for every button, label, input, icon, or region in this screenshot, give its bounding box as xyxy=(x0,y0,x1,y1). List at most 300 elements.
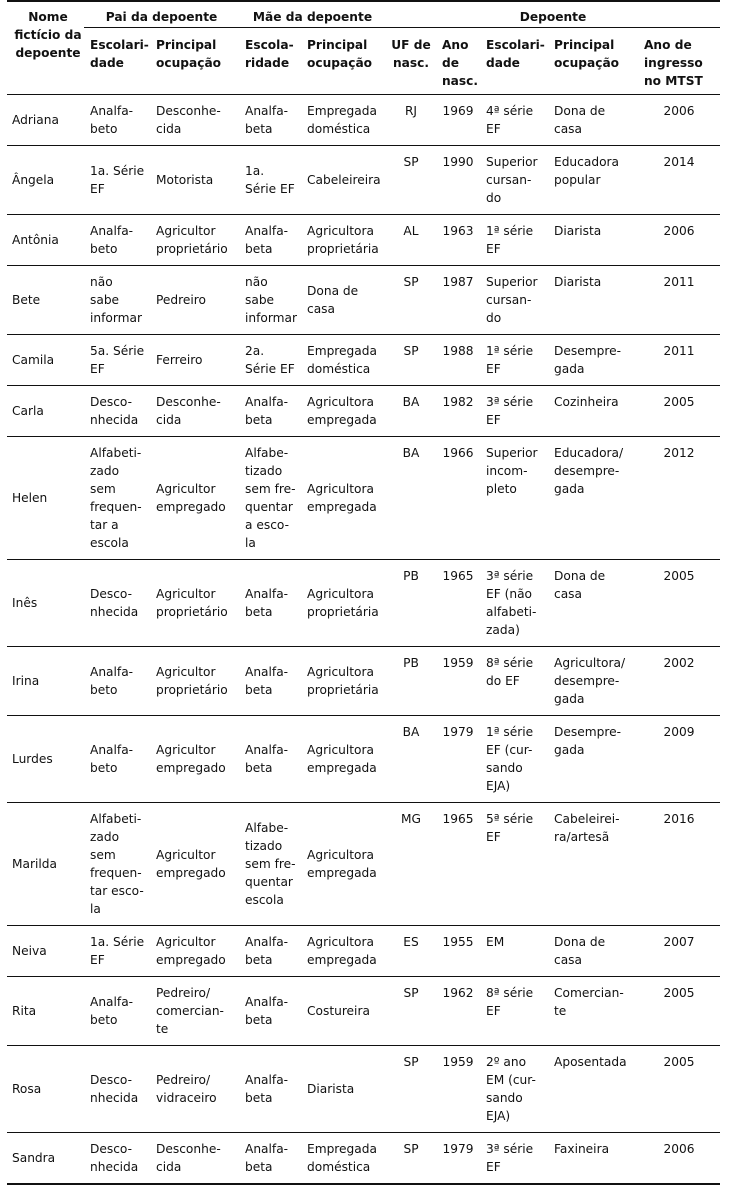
cell-father-occupation xyxy=(150,334,239,385)
header-birth-year xyxy=(436,27,480,94)
text-line: informar xyxy=(245,310,298,325)
cell-mtst-year xyxy=(638,1132,720,1184)
table-row xyxy=(7,145,720,214)
header-depoente-occupation xyxy=(548,27,638,94)
cell-uf-text: SP xyxy=(403,1054,419,1069)
cell-father-school xyxy=(84,802,150,925)
text-line: Série EF xyxy=(245,181,295,196)
cell-uf xyxy=(386,1045,436,1132)
cell-father-occupation xyxy=(150,715,239,802)
text-line: no MTST xyxy=(644,73,703,88)
cell-birth-year-text: 1963 xyxy=(442,223,474,238)
cell-depoente-school xyxy=(480,925,548,976)
cell-name xyxy=(7,976,84,1045)
text-line: Agricultora xyxy=(307,664,374,679)
cell-uf xyxy=(386,925,436,976)
text-line: 4ª série xyxy=(486,103,534,118)
text-line: Agricultor xyxy=(156,586,216,601)
cell-father-occupation xyxy=(150,646,239,715)
header-father-occupation xyxy=(150,27,239,94)
text-line: ridade xyxy=(245,55,290,70)
text-line: Analfa- xyxy=(245,934,289,949)
text-line: a esco- xyxy=(245,517,289,532)
text-line: cida xyxy=(156,1159,182,1174)
text-line: empregado xyxy=(156,952,226,967)
cell-birth-year-text: 1965 xyxy=(442,811,474,826)
cell-birth-year xyxy=(436,715,480,802)
cell-father-school xyxy=(84,145,150,214)
table-row xyxy=(7,646,720,715)
cell-mother-school xyxy=(239,559,301,646)
text-line: Analfa- xyxy=(90,994,134,1009)
cell-name xyxy=(7,145,84,214)
text-line: ocupação xyxy=(307,55,373,70)
text-line: 5ª série xyxy=(486,811,534,826)
text-line: EF xyxy=(90,952,105,967)
cell-mtst-year-text: 2009 xyxy=(663,724,695,739)
text-line: fictício da xyxy=(14,28,82,42)
cell-birth-year-text: 1988 xyxy=(442,343,474,358)
cell-birth-year-text: 1955 xyxy=(442,934,474,949)
cell-father-occupation xyxy=(150,925,239,976)
text-line: sem xyxy=(90,847,116,862)
text-line: Analfa- xyxy=(245,742,289,757)
table-row xyxy=(7,559,720,646)
cell-uf xyxy=(386,265,436,334)
text-line: Empregada xyxy=(307,103,377,118)
text-line: Pedreiro/ xyxy=(156,985,211,1000)
text-line: Agricultor xyxy=(156,847,216,862)
cell-uf xyxy=(386,94,436,145)
cell-mother-school xyxy=(239,265,301,334)
text-line: Ferreiro xyxy=(156,352,203,367)
cell-name-text: Adriana xyxy=(12,112,59,127)
text-line: beta xyxy=(245,1012,273,1027)
text-line: doméstica xyxy=(307,1159,371,1174)
text-line: sando xyxy=(486,1090,523,1105)
cell-birth-year xyxy=(436,334,480,385)
cell-uf-text: SP xyxy=(403,154,419,169)
text-line: dade xyxy=(90,55,124,70)
text-line: te xyxy=(554,1003,567,1018)
text-line: informar xyxy=(90,310,143,325)
cell-name-text: Rita xyxy=(12,1003,37,1018)
table-row xyxy=(7,925,720,976)
text-line: beta xyxy=(245,682,273,697)
cell-mother-occupation xyxy=(301,145,386,214)
text-line: vidraceiro xyxy=(156,1090,217,1105)
text-line: Educadora/ xyxy=(554,445,624,460)
text-line: EF xyxy=(486,121,501,136)
cell-father-school xyxy=(84,715,150,802)
text-line: Alfabeti- xyxy=(90,445,142,460)
text-line: sabe xyxy=(90,292,120,307)
text-line: popular xyxy=(554,172,601,187)
text-line: nasc. xyxy=(392,55,429,70)
cell-birth-year-text: 1979 xyxy=(442,724,474,739)
text-line: empregada xyxy=(307,952,377,967)
table-row xyxy=(7,1045,720,1132)
cell-mtst-year-text: 2005 xyxy=(663,568,695,583)
text-line: Analfa- xyxy=(245,994,289,1009)
table-row xyxy=(7,1132,720,1184)
cell-father-occupation xyxy=(150,1132,239,1184)
cell-uf xyxy=(386,1132,436,1184)
text-line: 5a. Série xyxy=(90,343,145,358)
text-line: Agricultora xyxy=(307,586,374,601)
cell-mtst-year-text: 2016 xyxy=(663,811,695,826)
text-line: Diarista xyxy=(554,274,602,289)
cell-name-text: Lurdes xyxy=(12,751,53,766)
text-line: Agricultora xyxy=(307,481,374,496)
cell-uf xyxy=(386,559,436,646)
cell-uf xyxy=(386,976,436,1045)
text-line: ra/artesã xyxy=(554,829,610,844)
cell-mtst-year xyxy=(638,334,720,385)
text-line: Pedreiro xyxy=(156,292,206,307)
text-line: nhecida xyxy=(90,1090,139,1105)
cell-father-occupation xyxy=(150,436,239,559)
text-line: beto xyxy=(90,682,118,697)
cell-birth-year xyxy=(436,1132,480,1184)
cell-name-text: Inês xyxy=(12,595,38,610)
cell-depoente-school xyxy=(480,436,548,559)
cell-father-school xyxy=(84,976,150,1045)
text-line: Cabeleireira xyxy=(307,172,381,187)
cell-father-occupation xyxy=(150,385,239,436)
cell-birth-year xyxy=(436,214,480,265)
text-line: EF xyxy=(90,361,105,376)
cell-mother-occupation xyxy=(301,925,386,976)
text-line: Alfabeti- xyxy=(90,811,142,826)
cell-birth-year xyxy=(436,646,480,715)
cell-mtst-year xyxy=(638,436,720,559)
cell-depoente-school xyxy=(480,715,548,802)
text-line: Diarista xyxy=(554,223,602,238)
text-line: 1a. Série xyxy=(90,163,145,178)
cell-mother-school xyxy=(239,1045,301,1132)
table-row xyxy=(7,436,720,559)
text-line: proprietária xyxy=(307,604,379,619)
cell-uf xyxy=(386,385,436,436)
cell-mtst-year-text: 2005 xyxy=(663,394,695,409)
cell-depoente-school xyxy=(480,265,548,334)
text-line: cursan- xyxy=(486,292,532,307)
text-line: Série EF xyxy=(245,361,295,376)
text-line: Agricultora xyxy=(307,847,374,862)
cell-mtst-year-text: 2007 xyxy=(663,934,695,949)
header-group-father: Pai da depoente xyxy=(84,1,239,27)
text-line: nhecida xyxy=(90,1159,139,1174)
cell-father-school xyxy=(84,265,150,334)
cell-uf xyxy=(386,802,436,925)
text-line: EF xyxy=(90,181,105,196)
text-line: proprietária xyxy=(307,682,379,697)
header-father-school xyxy=(84,27,150,94)
cell-mtst-year xyxy=(638,94,720,145)
cell-birth-year-text: 1969 xyxy=(442,103,474,118)
cell-mother-occupation xyxy=(301,436,386,559)
group-header-row xyxy=(7,1,720,27)
cell-mother-occupation xyxy=(301,646,386,715)
text-line: 1ª série xyxy=(486,724,534,739)
text-line: EF xyxy=(486,241,501,256)
cell-mtst-year-text: 2011 xyxy=(663,274,695,289)
text-line: Agricultor xyxy=(156,742,216,757)
sub-header-row xyxy=(7,27,720,94)
cell-uf-text: BA xyxy=(402,724,420,739)
text-line: beta xyxy=(245,121,273,136)
text-line: Principal xyxy=(156,37,217,52)
text-line: EF (cur- xyxy=(486,742,533,757)
cell-mother-school xyxy=(239,214,301,265)
text-line: não xyxy=(245,274,268,289)
text-line: beta xyxy=(245,760,273,775)
table-row xyxy=(7,265,720,334)
cell-depoente-school xyxy=(480,1045,548,1132)
text-line: Dona de xyxy=(554,568,606,583)
text-line: doméstica xyxy=(307,121,371,136)
cell-name-text: Helen xyxy=(12,490,48,505)
cell-depoente-occupation xyxy=(548,925,638,976)
cell-uf xyxy=(386,436,436,559)
text-line: cida xyxy=(156,412,182,427)
text-line: beta xyxy=(245,412,273,427)
text-line: dade xyxy=(486,55,520,70)
text-line: zada) xyxy=(486,622,520,637)
cell-depoente-occupation xyxy=(548,214,638,265)
cell-mtst-year-text: 2012 xyxy=(663,445,695,460)
cell-father-occupation xyxy=(150,1045,239,1132)
cell-uf-text: ES xyxy=(403,934,419,949)
text-line: escola xyxy=(90,535,129,550)
cell-father-occupation xyxy=(150,559,239,646)
cell-name-text: Ângela xyxy=(12,172,55,187)
cell-mother-occupation xyxy=(301,715,386,802)
cell-mtst-year-text: 2005 xyxy=(663,1054,695,1069)
table-row xyxy=(7,976,720,1045)
table-row xyxy=(7,334,720,385)
text-line: Principal xyxy=(554,37,615,52)
text-line: Agricultora/ xyxy=(554,655,626,670)
table-container xyxy=(7,0,720,1185)
cell-mother-school xyxy=(239,145,301,214)
cell-mother-occupation xyxy=(301,94,386,145)
text-line: Comercian- xyxy=(554,985,624,1000)
cell-uf xyxy=(386,214,436,265)
cell-uf-text: MG xyxy=(401,811,421,826)
cell-father-occupation xyxy=(150,265,239,334)
text-line: Desco- xyxy=(90,1141,133,1156)
text-line: tar esco- xyxy=(90,883,144,898)
cell-mother-school xyxy=(239,646,301,715)
text-line: Ano xyxy=(442,37,469,52)
text-line: sem xyxy=(90,481,116,496)
text-line: 2º ano xyxy=(486,1054,527,1069)
cell-mtst-year-text: 2006 xyxy=(663,103,695,118)
cell-depoente-school xyxy=(480,385,548,436)
text-line: proprietário xyxy=(156,604,228,619)
text-line: Agricultor xyxy=(156,664,216,679)
text-line: tizado xyxy=(245,838,283,853)
text-line: EF xyxy=(486,829,501,844)
text-line: Pedreiro/ xyxy=(156,1072,211,1087)
text-line: Analfa- xyxy=(90,103,134,118)
cell-depoente-school xyxy=(480,145,548,214)
cell-mother-occupation xyxy=(301,265,386,334)
cell-mtst-year-text: 2005 xyxy=(663,985,695,1000)
cell-uf-text: SP xyxy=(403,343,419,358)
cell-depoente-school xyxy=(480,214,548,265)
text-line: Costureira xyxy=(307,1003,370,1018)
text-line: Agricultor xyxy=(156,223,216,238)
cell-uf xyxy=(386,145,436,214)
cell-depoente-occupation xyxy=(548,334,638,385)
text-line: Analfa- xyxy=(245,1072,289,1087)
cell-depoente-occupation xyxy=(548,1132,638,1184)
text-line: beta xyxy=(245,1090,273,1105)
text-line: nhecida xyxy=(90,412,139,427)
text-line: Agricultora xyxy=(307,394,374,409)
cell-mtst-year xyxy=(638,385,720,436)
text-line: sem fre- xyxy=(245,481,296,496)
cell-father-occupation xyxy=(150,94,239,145)
cell-uf-text: BA xyxy=(402,394,420,409)
table-row xyxy=(7,715,720,802)
text-line: EM xyxy=(486,934,505,949)
text-line: Superior xyxy=(486,274,538,289)
table-row xyxy=(7,802,720,925)
text-line: depoente xyxy=(15,46,81,60)
text-line: Analfa- xyxy=(245,586,289,601)
text-line: Analfa- xyxy=(245,103,289,118)
cell-birth-year-text: 1987 xyxy=(442,274,474,289)
cell-uf xyxy=(386,646,436,715)
cell-birth-year-text: 1982 xyxy=(442,394,474,409)
cell-name-text: Marilda xyxy=(12,856,57,871)
text-line: Analfa- xyxy=(90,223,134,238)
cell-father-occupation xyxy=(150,214,239,265)
cell-father-school xyxy=(84,385,150,436)
text-line: EM (cur- xyxy=(486,1072,536,1087)
header-depoente-school xyxy=(480,27,548,94)
text-line: la xyxy=(90,901,101,916)
text-line: ingresso xyxy=(644,55,703,70)
cell-father-school xyxy=(84,1045,150,1132)
cell-name-text: Antônia xyxy=(12,232,59,247)
text-line: do xyxy=(486,310,502,325)
cell-mother-school xyxy=(239,715,301,802)
header-mother-school xyxy=(239,27,301,94)
cell-uf-text: SP xyxy=(403,274,419,289)
depoentes-table xyxy=(7,0,720,1185)
cell-mtst-year xyxy=(638,802,720,925)
cell-birth-year xyxy=(436,802,480,925)
cell-name xyxy=(7,334,84,385)
text-line: Desconhe- xyxy=(156,394,221,409)
text-line: 8ª série xyxy=(486,985,534,1000)
text-line: beta xyxy=(245,241,273,256)
text-line: Agricultora xyxy=(307,742,374,757)
cell-mtst-year xyxy=(638,214,720,265)
text-line: sem fre- xyxy=(245,856,296,871)
cell-mtst-year-text: 2006 xyxy=(663,223,695,238)
text-line: la xyxy=(245,535,256,550)
text-line: Empregada xyxy=(307,343,377,358)
text-line: Ano de xyxy=(644,37,692,52)
text-line: Analfa- xyxy=(245,1141,289,1156)
cell-name-text: Bete xyxy=(12,292,41,307)
text-line: beta xyxy=(245,1159,273,1174)
cell-father-occupation xyxy=(150,976,239,1045)
text-line: Nome xyxy=(28,10,68,24)
table-row xyxy=(7,385,720,436)
text-line: empregado xyxy=(156,499,226,514)
text-line: 2a. xyxy=(245,343,265,358)
cell-mother-occupation xyxy=(301,802,386,925)
cell-mtst-year xyxy=(638,145,720,214)
cell-depoente-occupation xyxy=(548,385,638,436)
text-line: Desconhe- xyxy=(156,103,221,118)
cell-mtst-year xyxy=(638,925,720,976)
text-line: Alfabe- xyxy=(245,445,289,460)
cell-depoente-school xyxy=(480,94,548,145)
text-line: UF de xyxy=(391,37,431,52)
cell-uf-text: PB xyxy=(403,568,419,583)
text-line: Alfabe- xyxy=(245,820,289,835)
cell-uf-text: RJ xyxy=(404,103,418,118)
cell-mtst-year-text: 2011 xyxy=(663,343,695,358)
text-line: quentar xyxy=(245,499,293,514)
text-line: proprietário xyxy=(156,682,228,697)
text-line: ocupação xyxy=(554,55,620,70)
cell-mother-school xyxy=(239,436,301,559)
text-line: 3ª série xyxy=(486,1141,534,1156)
text-line: do EF xyxy=(486,673,520,688)
header-group-depoente: Depoente xyxy=(386,1,720,27)
text-line: Escolari- xyxy=(90,37,149,52)
cell-name xyxy=(7,1045,84,1132)
cell-birth-year-text: 1990 xyxy=(442,154,474,169)
text-line: EF xyxy=(486,361,501,376)
cell-father-occupation xyxy=(150,802,239,925)
text-line: ocupação xyxy=(156,55,222,70)
cell-depoente-school xyxy=(480,646,548,715)
text-line: EF xyxy=(486,412,501,427)
text-line: nasc. xyxy=(442,73,479,88)
text-line: empregada xyxy=(307,412,377,427)
cell-mother-occupation xyxy=(301,385,386,436)
text-line: EJA) xyxy=(486,1108,511,1123)
cell-uf-text: SP xyxy=(403,985,419,1000)
text-line: do xyxy=(486,190,502,205)
text-line: empregada xyxy=(307,760,377,775)
header-mother-occupation xyxy=(301,27,386,94)
cell-depoente-occupation xyxy=(548,94,638,145)
text-line: empregado xyxy=(156,760,226,775)
cell-mother-school xyxy=(239,925,301,976)
cell-mother-school xyxy=(239,334,301,385)
text-line: Analfa- xyxy=(245,394,289,409)
text-line: tizado xyxy=(245,463,283,478)
text-line: Empregada xyxy=(307,1141,377,1156)
text-line: Desco- xyxy=(90,394,133,409)
text-line: Aposentada xyxy=(554,1054,627,1069)
cell-father-school xyxy=(84,214,150,265)
cell-father-school xyxy=(84,94,150,145)
text-line: te xyxy=(156,1021,169,1036)
text-line: Agricultor xyxy=(156,934,216,949)
